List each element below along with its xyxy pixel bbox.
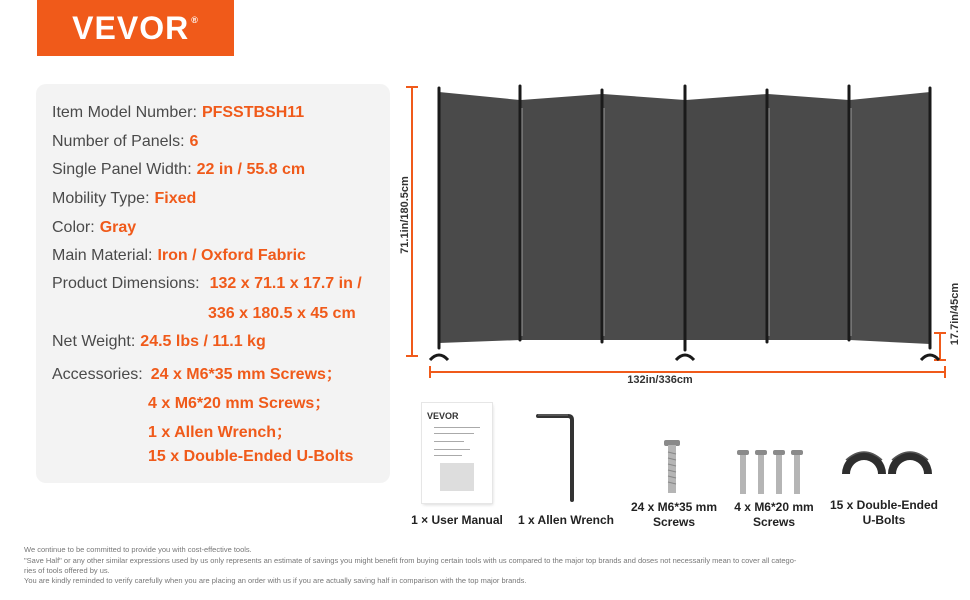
panel-3 xyxy=(603,94,685,340)
spec-dimensions-metric: 336 x 180.5 x 45 cm xyxy=(208,305,356,322)
spec-accessory-3: 1 x Allen Wrench； xyxy=(148,424,293,441)
depth-dimension-label: 17.7in/45cm xyxy=(949,282,961,346)
disclaimer-line-3: ries of tools offered by us. xyxy=(24,566,110,575)
spec-mobility: Mobility Type: Fixed xyxy=(52,190,197,207)
width-dimension-label: 132in/336cm xyxy=(627,374,693,386)
user-manual-label: 1 × User Manual xyxy=(411,513,503,527)
disclaimer-line-1: We continue to be committed to provide you with cost-effective tools. xyxy=(24,545,252,554)
m6-35-screws-label: 24 x M6*35 mm Screws xyxy=(630,500,718,529)
spec-model: Item Model Number: PFSSTBSH11 xyxy=(52,104,305,121)
allen-wrench-label: 1 x Allen Wrench xyxy=(517,513,615,527)
u-bolts-label: 15 x Double-Ended U-Bolts xyxy=(829,498,939,527)
spec-color: Color: Gray xyxy=(52,219,137,236)
spec-accessories: Accessories: 24 x M6*35 mm Screws； xyxy=(52,366,342,383)
panel-1 xyxy=(439,92,520,343)
spec-weight: Net Weight: 24.5 lbs / 11.1 kg xyxy=(52,333,266,350)
panel-5 xyxy=(768,94,849,340)
panel-4 xyxy=(686,94,767,340)
m6-35-screw-image xyxy=(660,440,684,496)
allen-wrench-image xyxy=(532,408,576,504)
spec-panels: Number of Panels: 6 xyxy=(52,133,199,150)
disclaimer-line-2: "Save Half" or any other similar expressions used by us only represents an estimate of savings you might benefit from buying certain tools with us compared to the major top brands and doses not necessarily mean to cover all catego- xyxy=(24,556,797,565)
spec-card xyxy=(36,84,390,483)
vevor-logo: VEVOR ® xyxy=(37,0,234,56)
spec-width: Single Panel Width: 22 in / 55.8 cm xyxy=(52,161,306,178)
spec-accessory-4: 15 x Double-Ended U-Bolts xyxy=(148,448,354,465)
panel-6 xyxy=(850,92,930,344)
spec-accessory-2: 4 x M6*20 mm Screws； xyxy=(148,395,331,412)
panel-2 xyxy=(521,94,602,340)
spec-material: Main Material: Iron / Oxford Fabric xyxy=(52,247,306,264)
height-dimension-label: 71.1in/180.5cm xyxy=(399,176,411,254)
spec-dimensions: Product Dimensions: 132 x 71.1 x 17.7 in / xyxy=(52,275,362,292)
disclaimer-line-4: You are kindly reminded to verify carefully when you are placing an order with us if you are actually saving half in comparison with the top major brands. xyxy=(24,576,527,585)
m6-20-screws-label: 4 x M6*20 mm Screws xyxy=(734,500,814,529)
room-divider-illustration xyxy=(400,78,970,390)
m6-20-screws-image xyxy=(736,450,806,498)
user-manual-image: VEVOR xyxy=(422,403,492,503)
u-bolts-image xyxy=(832,440,942,492)
